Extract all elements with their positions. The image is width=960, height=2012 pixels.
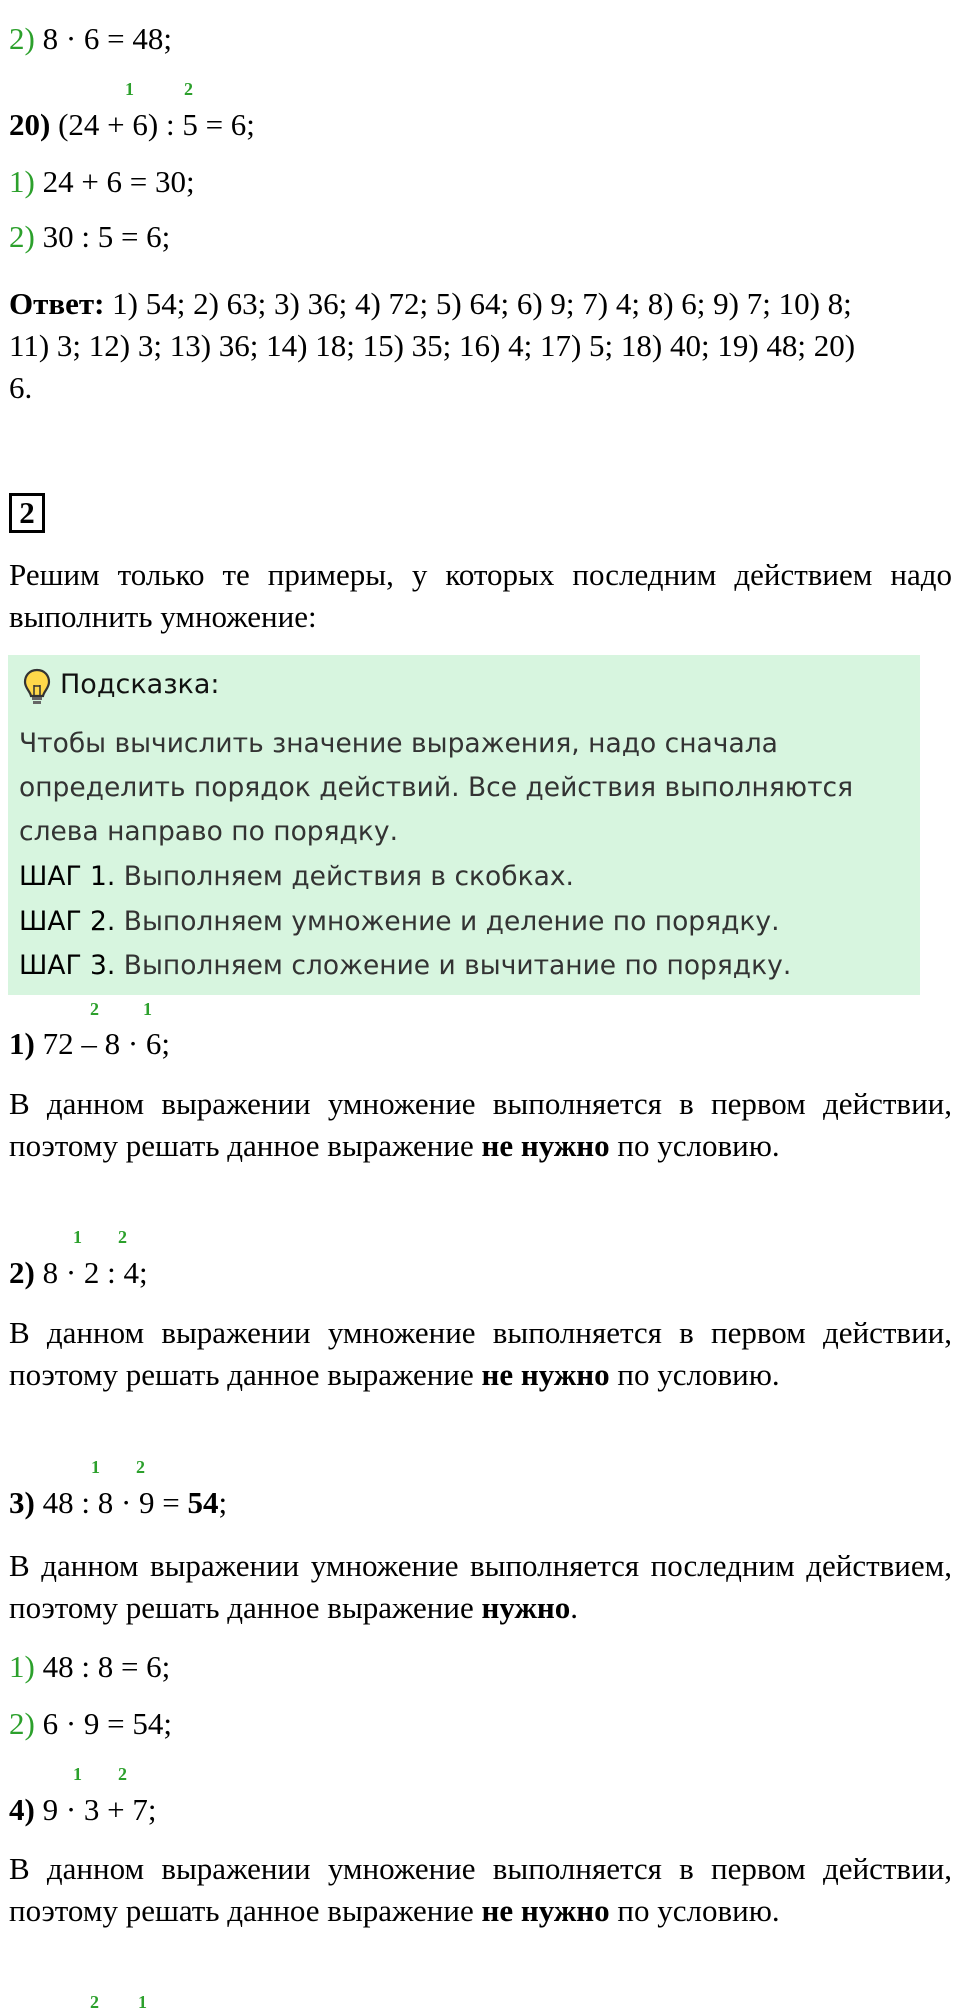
example-1-explanation	[9, 1083, 952, 1167]
hint-title: Подсказка:	[60, 669, 220, 700]
task-label: 20)	[9, 107, 51, 142]
example-label: 4)	[9, 1792, 35, 1827]
prev-step-2	[9, 19, 172, 59]
explain-text: В данном выражении умножение выполняется в первом действии, поэтому решать данное выражение	[9, 1315, 952, 1392]
hint-line: определить порядок действий. Все действия выполняются	[19, 772, 854, 803]
example-2	[9, 1253, 148, 1293]
task-expression: (24 + 6) : 5 = 6;	[58, 107, 255, 142]
step-text: Выполняем действия в скобках.	[123, 861, 574, 892]
hint-step-1	[19, 855, 574, 899]
prev-step-2b	[9, 217, 170, 257]
example-1	[9, 1024, 170, 1064]
answer-label: Ответ:	[9, 286, 105, 321]
example-expression: 72 – 8 · 6;	[42, 1026, 171, 1061]
step-number: 1)	[9, 1649, 35, 1684]
hint-line: Чтобы вычислить значение выражения, надо сначала	[19, 728, 778, 759]
explain-text: В данном выражении умножение выполняется в первом действии, поэтому решать данное выражение	[9, 1851, 952, 1928]
step-text: Выполняем сложение и вычитание по порядку.	[123, 950, 792, 981]
example-4	[9, 1790, 157, 1830]
answer-block	[9, 283, 855, 409]
example-3-explanation	[9, 1545, 952, 1629]
answer-line: 11) 3; 12) 3; 13) 36; 14) 18; 15) 35; 16) 4; 17) 5; 18) 40; 19) 48; 20)	[9, 328, 856, 363]
example-3	[9, 1483, 227, 1523]
explain-text: В данном выражении умножение выполняется в первом действии, поэтому решать данное выражение	[9, 1086, 952, 1163]
example-tail: ;	[218, 1485, 228, 1520]
step-number: 2)	[9, 219, 35, 254]
example-expression: 9 · 3 + 7;	[42, 1792, 157, 1827]
explain-bold: нужно	[481, 1590, 571, 1625]
order-mark: 2	[90, 1992, 99, 2012]
example-4-explanation	[9, 1848, 952, 1932]
order-mark: 1	[138, 1992, 147, 2012]
hint-line: слева направо по порядку.	[19, 816, 398, 847]
hint-step-2	[19, 900, 780, 944]
task-20	[9, 105, 255, 145]
step-expression: 24 + 6 = 30;	[42, 164, 195, 199]
example-2-explanation	[9, 1312, 952, 1396]
step-number: 1)	[9, 164, 35, 199]
example-label: 2)	[9, 1255, 35, 1290]
step-number: 2)	[9, 21, 35, 56]
order-mark: 2	[184, 79, 193, 99]
step-expression: 30 : 5 = 6;	[42, 219, 171, 254]
answer-line: 1) 54; 2) 63; 3) 36; 4) 72; 5) 64; 6) 9; 7) 4; 8) 6; 9) 7; 10) 8;	[112, 286, 852, 321]
step-label: ШАГ 2.	[19, 906, 116, 937]
answer-line: 6.	[9, 370, 33, 405]
explain-bold: не нужно	[481, 1128, 610, 1163]
explain-text: по условию.	[609, 1893, 780, 1928]
explain-text: .	[570, 1590, 579, 1625]
example-expression: 48 : 8 · 9 =	[42, 1485, 188, 1520]
lightbulb-icon	[22, 667, 52, 707]
step-expression: 48 : 8 = 6;	[42, 1649, 171, 1684]
example-expression: 8 · 2 : 4;	[42, 1255, 148, 1290]
example-result: 54	[187, 1485, 219, 1520]
order-mark: 1	[125, 79, 134, 99]
prev-step-1	[9, 162, 195, 202]
step-label: ШАГ 1.	[19, 861, 116, 892]
order-mark: 1	[91, 1457, 100, 1477]
order-mark: 1	[143, 999, 152, 1019]
step-expression: 6 · 9 = 54;	[42, 1706, 172, 1741]
explain-bold: не нужно	[481, 1357, 610, 1392]
order-mark: 2	[90, 999, 99, 1019]
order-mark: 1	[73, 1227, 82, 1247]
section-number: 2	[9, 493, 45, 533]
explain-bold: не нужно	[481, 1893, 610, 1928]
explain-text: по условию.	[609, 1128, 780, 1163]
section-intro: Решим только те примеры, у которых последним действием надо выполнить умножение:	[9, 557, 952, 634]
step-expression: 8 · 6 = 48;	[42, 21, 172, 56]
explain-text: В данном выражении умножение выполняется последним действием, поэтому решать данное выражение	[9, 1548, 952, 1625]
explain-text: по условию.	[609, 1357, 780, 1392]
hint-step-3	[19, 944, 791, 988]
example-label: 1)	[9, 1026, 35, 1061]
example-3-step-2	[9, 1704, 172, 1744]
step-number: 2)	[9, 1706, 35, 1741]
step-label: ШАГ 3.	[19, 950, 116, 981]
step-text: Выполняем умножение и деление по порядку.	[123, 906, 780, 937]
order-mark: 2	[136, 1457, 145, 1477]
hint-box	[8, 655, 920, 995]
order-mark: 1	[73, 1764, 82, 1784]
order-mark: 2	[118, 1764, 127, 1784]
order-mark: 2	[118, 1227, 127, 1247]
example-3-step-1	[9, 1647, 170, 1687]
example-label: 3)	[9, 1485, 35, 1520]
